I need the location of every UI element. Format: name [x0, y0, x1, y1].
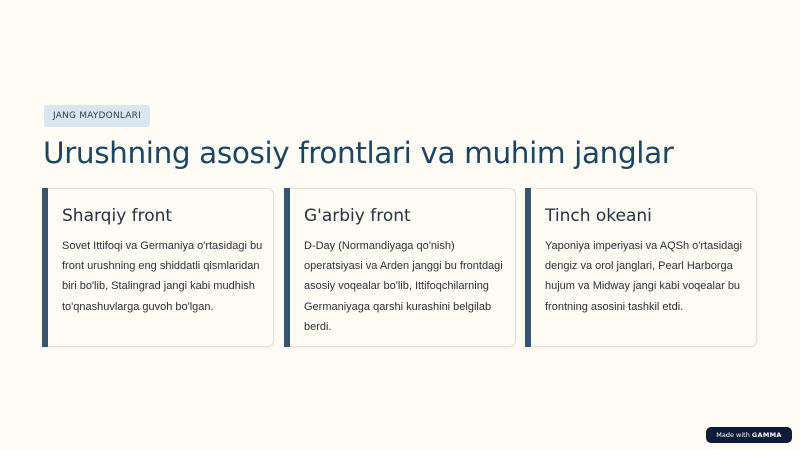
card-accent-bar [42, 188, 48, 347]
card-eastern-front [42, 188, 274, 347]
card-title: G'arbiy front [304, 206, 411, 226]
card-title: Sharqiy front [62, 206, 173, 226]
card-text: Sovet Ittifoqi va Germaniya o'rtasidagi bu front urushning eng shiddatli qismlaridan biri bo'lib, Stalingrad jangi kabi mudhish to'qnashuvlarga guvoh bo'lgan. [62, 240, 263, 313]
card-text: D-Day (Normandiyaga qo'nish) operatsiyasi va Arden janggi bu frontdagi asosiy voqealar bo'lib, Ittifoqchilarning Germaniyaga qarshi kurashini belgilab berdi. [304, 240, 503, 333]
badge-prefix: Made with [716, 431, 750, 439]
made-with-gamma-badge[interactable] [706, 427, 792, 443]
card-text: Yaponiya imperiyasi va AQSh o'rtasidagi dengiz va orol janglari, Pearl Harborga hujum va Midway jangi kabi voqealar bu frontning asosini tashkil etdi. [545, 240, 742, 313]
card-pacific-front [525, 188, 757, 347]
card-western-front [284, 188, 516, 347]
card-accent-bar [284, 188, 290, 347]
slide-title: Urushning asosiy frontlari va muhim janglar [43, 136, 674, 170]
section-tag: JANG MAYDONLARI [44, 105, 150, 127]
card-accent-bar [525, 188, 531, 347]
badge-brand: GAMMA [751, 431, 782, 439]
card-title: Tinch okeani [545, 206, 652, 226]
